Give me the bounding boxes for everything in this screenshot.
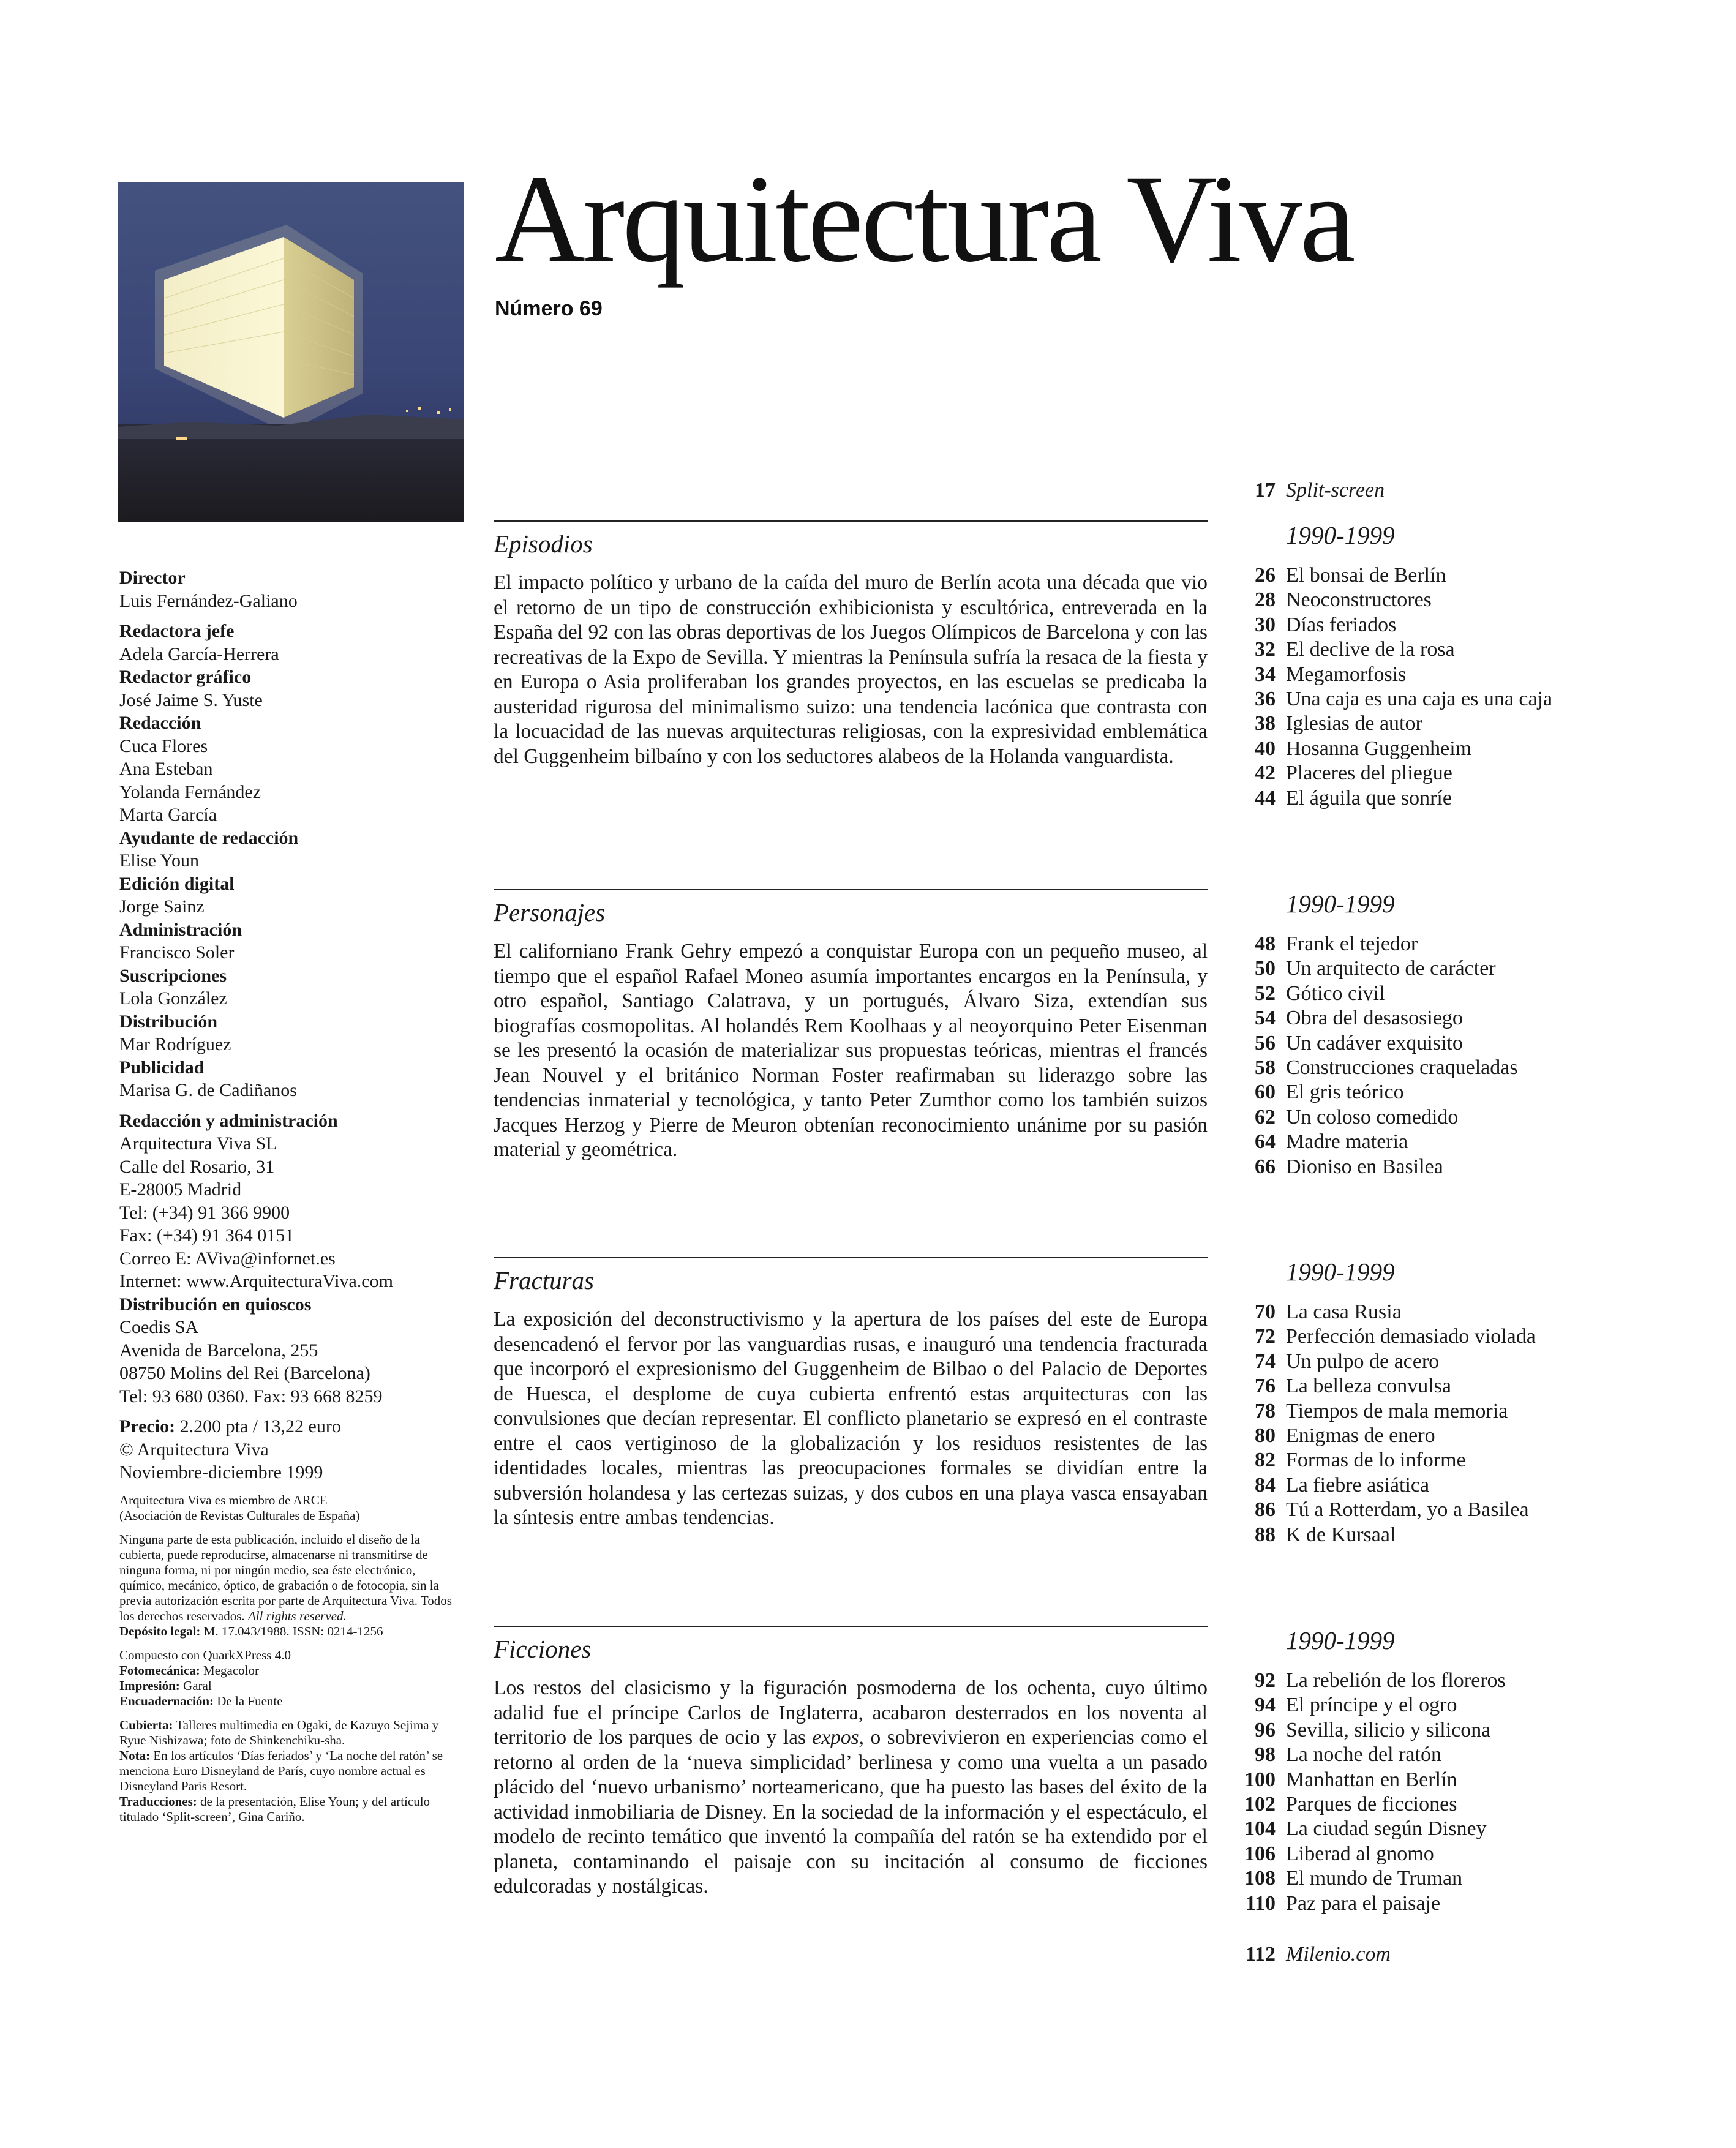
toc-entry[interactable] (1231, 1350, 1536, 1374)
page-number: 82 (1255, 1449, 1276, 1472)
legal-label: Depósito legal: (119, 1623, 201, 1639)
staff-entry-redactora-jefe (119, 620, 462, 666)
article-title: Un cadáver exquisito (1286, 1031, 1463, 1054)
article-title: Placeres del pliegue (1286, 762, 1452, 785)
phone-line: Tel: (+34) 91 366 9900 (119, 1202, 290, 1223)
toc-entry[interactable] (1231, 982, 1518, 1006)
article-title: La rebelión de los floreros (1286, 1669, 1506, 1692)
toc-entry[interactable] (1231, 1300, 1536, 1324)
office-address (119, 1110, 462, 1293)
toc-entry[interactable] (1231, 1866, 1506, 1891)
section-text (494, 1676, 1208, 1899)
page-number: 106 (1244, 1842, 1276, 1865)
cover-notes (119, 1718, 462, 1825)
toc-entry[interactable] (1231, 1693, 1506, 1718)
cover-photo (118, 182, 464, 522)
page-number: 86 (1255, 1498, 1276, 1522)
fax-line: Fax: (+34) 91 364 0151 (119, 1225, 295, 1245)
article-title: Una caja es una caja es una caja (1286, 688, 1553, 711)
staff-name: Mar Rodríguez (119, 1034, 231, 1054)
arce-note (119, 1493, 462, 1523)
article-title: Hosanna Guggenheim (1286, 737, 1472, 760)
email-line: Correo E: AViva@infornet.es (119, 1248, 336, 1269)
production-value: Garal (179, 1678, 212, 1693)
toc-decade: 1990-1999 (1286, 890, 1395, 918)
article-title: Iglesias de autor (1286, 712, 1422, 735)
toc-decade: 1990-1999 (1286, 521, 1395, 549)
toc-entry[interactable] (1231, 1424, 1536, 1448)
website-line: Internet: www.ArquitecturaViva.com (119, 1271, 393, 1291)
article-title: Sevilla, silicio y silicona (1286, 1718, 1491, 1741)
page-number: 74 (1255, 1350, 1276, 1373)
page-number: 62 (1255, 1105, 1276, 1128)
toc-list (1231, 563, 1552, 811)
staff-name: Cuca Flores (119, 735, 208, 756)
note-value: Talleres multimedia en Ogaki, de Kazuyo Sejima y Ryue Nishizawa; foto de Shinkenchiku-sha. (119, 1717, 439, 1748)
toc-entry[interactable] (1231, 761, 1552, 786)
toc-list (1231, 1669, 1506, 1916)
article-title: La casa Rusia (1286, 1301, 1402, 1323)
page-number: 17 (1255, 479, 1276, 501)
section-text-part: Los restos del clasicismo y la figuración posmoderna de los ochenta, cuyo último adalid fue el príncipe Carlos de Inglaterra, acabaron desterrados en los noventa al territorio de los parques de ocio y las (494, 1677, 1208, 1749)
article-title: La ciudad según Disney (1286, 1817, 1487, 1841)
staff-entry-publicidad (119, 1056, 462, 1102)
page-number: 26 (1255, 564, 1276, 587)
article-title: Un arquitecto de carácter (1286, 957, 1496, 980)
page-number: 64 (1255, 1130, 1276, 1154)
toc-entry[interactable] (1231, 1105, 1518, 1130)
staff-role: Administración (119, 919, 242, 940)
address-line: E-28005 Madrid (119, 1179, 242, 1200)
section-rule (494, 520, 1208, 522)
address-line: Coedis SA (119, 1317, 199, 1337)
article-title: Perfección demasiado violada (1286, 1325, 1536, 1348)
production-line (119, 1663, 462, 1678)
page-number: 38 (1255, 712, 1276, 735)
production-value: De la Fuente (214, 1693, 283, 1708)
toc-entry[interactable] (1231, 687, 1552, 712)
section-title: Fracturas (494, 1266, 594, 1294)
page-number: 44 (1255, 786, 1276, 809)
page-number: 34 (1255, 663, 1276, 686)
section-rule (494, 889, 1208, 890)
staff-entry-administracion (119, 918, 462, 964)
section-text-part: o sobrevivieron en experiencias como el retorno al orden de la ‘nueva simplicidad’ berlinesa y como una vuelta a un pasado plácido del ‘nuevo urbanismo’ norteamericano, que ha puesto las bases del éxito de la actividad inmobiliaria de Disney. En la sociedad de la información y el espectáculo, el modelo de recinto temático que inventó la compañía del ratón se ha extendido por el planeta, contaminando el paisaje con su incitación al consumo de ficciones edulcoradas y nostálgicas. (494, 1726, 1208, 1898)
staff-name: Ana Esteban (119, 759, 213, 779)
page-number: 48 (1255, 933, 1276, 955)
kiosk-role: Distribución en quioscos (119, 1294, 312, 1315)
production-label: Encuadernación: (119, 1693, 214, 1708)
section-episodios (494, 520, 1208, 839)
page-number: 70 (1255, 1301, 1276, 1323)
section-text: La exposición del deconstructivismo y la apertura de los países del este de Europa desencadenó el fervor por las vanguardias rusas, e inauguró una tendencia fracturada que incorporó el expresionismo del Guggenheim de Bilbao o del Palacio de Deportes de Huesca, el desplome de cuya cubierta enfrentó estas arquitecturas con las convulsiones que decían representar. El conflicto planetario se expresó en el contraste entre el caos vertiginoso de la globalización y los residuos resistentes de las identidades locales, mientras las preocupaciones formales se dividían entre la subversión holandesa y las certezas suizas, y dos cubos en una playa vasca ensayaban la síntesis entre ambas tendencias. (494, 1308, 1208, 1529)
article-title: Gótico civil (1286, 982, 1385, 1005)
toc-list (1231, 1300, 1536, 1547)
toc-entry[interactable] (1231, 786, 1552, 811)
toc-entry[interactable] (1231, 1792, 1506, 1817)
section-personajes (494, 889, 1208, 1207)
section-text: El californiano Frank Gehry empezó a conquistar Europa con un pequeño museo, al tiempo que el español Rafael Moneo asumía importantes encargos en la Península, y otro español, Santiago Calatrava, y un portugués, Álvaro Siza, extendían sus biografías cosmopolitas. Al holandés Rem Koolhaas y al neoyorquino Peter Eisenman se les presentó la ocasión de materializar sus propuestas teóricas, mientras el francés Jean Nouvel y el británico Norman Foster reafirmaban su liderazgo sobre las tendencias inmaterial y tecnológica, y tanto Peter Zumthor como los también suizos Jacques Herzog y Pierre de Meuron obtenían reconocimiento unánime por su pasión material y geométrica. (494, 940, 1208, 1161)
staff-name: Elise Youn (119, 851, 200, 871)
toc-outro-entry[interactable] (1231, 1942, 1391, 1967)
section-fracturas (494, 1257, 1208, 1575)
page-number: 36 (1255, 688, 1276, 711)
toc-entry[interactable] (1231, 613, 1552, 637)
page-number: 88 (1255, 1523, 1276, 1546)
staff-entry-director (119, 566, 462, 612)
note-label: Cubierta: (119, 1717, 173, 1732)
staff-role: Suscripciones (119, 965, 227, 986)
toc-entry[interactable] (1231, 1031, 1518, 1056)
staff-name: Adela García-Herrera (119, 644, 279, 664)
price-block (119, 1415, 462, 1484)
staff-entry-suscripciones (119, 964, 462, 1010)
address-line: 08750 Molins del Rei (Barcelona) (119, 1363, 370, 1383)
page-number: 60 (1255, 1081, 1276, 1104)
article-title: Liberad al gnomo (1286, 1842, 1434, 1865)
page-number: 54 (1255, 1007, 1276, 1030)
section-text-italic: expos, (812, 1726, 865, 1749)
date-line: Noviembre-diciembre 1999 (119, 1462, 323, 1482)
toc-entry[interactable] (1231, 1743, 1506, 1767)
page-number: 28 (1255, 588, 1276, 612)
staff-name: Luis Fernández-Galiano (119, 590, 298, 611)
article-title: La belleza convulsa (1286, 1375, 1451, 1398)
toc-entry[interactable] (1231, 1669, 1506, 1693)
section-title: Episodios (494, 530, 593, 558)
issue-number: Número 69 (495, 297, 603, 320)
section-title: Ficciones (494, 1635, 592, 1663)
rights-text: Ninguna parte de esta publicación, incluido el diseño de la cubierta, puede reproducirse, almacenarse ni transmitirse de ninguna forma, ni por ningún medio, sea éste electrónico, químico, mecánico, óptico, de grabación o de fotocopia, sin la previa autorización escrita por parte de Arquitectura Viva. Todos los derechos reservados. (119, 1531, 452, 1623)
toc-entry[interactable] (1231, 1399, 1536, 1424)
page-number: 66 (1255, 1155, 1276, 1178)
staff-entry-redactor-grafico (119, 666, 462, 712)
toc-entry[interactable] (1231, 1374, 1536, 1399)
production-note (119, 1648, 462, 1709)
article-title: El príncipe y el ogro (1286, 1694, 1457, 1717)
copyright-line: © Arquitectura Viva (119, 1439, 269, 1460)
toc-entry[interactable] (1231, 663, 1552, 687)
article-title: Formas de lo informe (1286, 1449, 1466, 1472)
staff-role: Redacción (119, 713, 201, 733)
arce-line: (Asociación de Revistas Culturales de España) (119, 1508, 360, 1523)
staff-name: Yolanda Fernández (119, 781, 261, 802)
page-number: 84 (1255, 1473, 1276, 1496)
production-label: Impresión: (119, 1678, 180, 1693)
staff-list (119, 566, 462, 1102)
price-line (119, 1415, 462, 1438)
staff-role: Ayudante de redacción (119, 827, 299, 848)
toc-entry[interactable] (1231, 1523, 1536, 1547)
article-title: Parques de ficciones (1286, 1793, 1457, 1816)
article-title: Un coloso comedido (1286, 1105, 1459, 1128)
page-number: 76 (1255, 1375, 1276, 1398)
staff-name: Jorge Sainz (119, 896, 205, 917)
address-line: Arquitectura Viva SL (119, 1133, 277, 1154)
legal-value: M. 17.043/1988. ISSN: 0214-1256 (200, 1623, 383, 1639)
section-ficciones (494, 1626, 1208, 1944)
page-number: 92 (1255, 1669, 1276, 1692)
toc-entry[interactable] (1231, 1006, 1518, 1031)
note-line (119, 1748, 462, 1794)
toc-entry[interactable] (1231, 932, 1518, 956)
article-title: Construcciones craqueladas (1286, 1056, 1518, 1080)
phone-line: Tel: 93 680 0360. Fax: 93 668 8259 (119, 1386, 383, 1406)
toc-decade: 1990-1999 (1286, 1626, 1395, 1654)
page-number: 104 (1244, 1817, 1276, 1841)
toc-entry[interactable] (1231, 1891, 1506, 1916)
article-title: El águila que sonríe (1286, 786, 1452, 809)
note-line (119, 1794, 462, 1825)
rights-italic: All rights reserved. (247, 1608, 347, 1623)
toc-entry[interactable] (1231, 737, 1552, 761)
toc-entry[interactable] (1231, 1080, 1518, 1105)
toc-entry[interactable] (1231, 1448, 1536, 1473)
staff-name: José Jaime S. Yuste (119, 689, 263, 710)
toc-intro-entry[interactable] (1231, 478, 1385, 503)
section-rule (494, 1257, 1208, 1258)
article-title: K de Kursaal (1286, 1523, 1396, 1546)
page-number: 78 (1255, 1399, 1276, 1422)
address-line: Calle del Rosario, 31 (119, 1156, 275, 1177)
staff-role: Director (119, 568, 186, 588)
page-number: 56 (1255, 1031, 1276, 1054)
note-value: de la presentación, Elise Youn; y del artículo titulado ‘Split-screen’, Gina Cariño. (119, 1793, 430, 1824)
toc-entry[interactable] (1231, 1473, 1536, 1498)
page-number: 72 (1255, 1325, 1276, 1348)
staff-entry-ayudante (119, 827, 462, 873)
address-line: Avenida de Barcelona, 255 (119, 1340, 318, 1361)
staff-name: Marisa G. de Cadiñanos (119, 1080, 297, 1100)
credits-column (119, 566, 462, 1825)
page-number: 32 (1255, 638, 1276, 661)
arce-line: Arquitectura Viva es miembro de ARCE (119, 1492, 328, 1508)
price-value: 2.200 pta / 13,22 euro (175, 1416, 341, 1436)
article-title: Tiempos de mala memoria (1286, 1399, 1508, 1422)
page-number: 50 (1255, 957, 1276, 980)
toc-entry[interactable] (1231, 563, 1552, 588)
article-title: Dioniso en Basilea (1286, 1155, 1443, 1178)
article-title: El declive de la rosa (1286, 638, 1455, 661)
page-number: 98 (1255, 1743, 1276, 1767)
article-title: Split-screen (1286, 479, 1385, 501)
office-role: Redacción y administración (119, 1110, 338, 1131)
toc-decade: 1990-1999 (1286, 1258, 1395, 1286)
note-line (119, 1718, 462, 1748)
staff-role: Redactora jefe (119, 621, 235, 641)
article-title: La noche del ratón (1286, 1743, 1441, 1767)
toc-entry[interactable] (1231, 1056, 1518, 1080)
page-number: 52 (1255, 982, 1276, 1005)
toc-list (1231, 932, 1518, 1179)
price-label: Precio: (119, 1416, 176, 1436)
staff-role: Distribución (119, 1011, 218, 1032)
staff-entry-distribucion (119, 1010, 462, 1056)
article-title: Madre materia (1286, 1130, 1408, 1154)
toc-entry[interactable] (1231, 1817, 1506, 1841)
page-number: 102 (1244, 1793, 1276, 1816)
composed-line: Compuesto con QuarkXPress 4.0 (119, 1647, 291, 1662)
page-number: 110 (1245, 1891, 1276, 1915)
page-number: 108 (1244, 1867, 1276, 1890)
production-line (119, 1694, 462, 1709)
article-title: Megamorfosis (1286, 663, 1407, 686)
article-title: El bonsai de Berlín (1286, 564, 1446, 587)
article-title: El mundo de Truman (1286, 1867, 1463, 1890)
toc-entry[interactable] (1231, 712, 1552, 736)
page-number: 58 (1255, 1056, 1276, 1080)
toc-entry[interactable] (1231, 1155, 1518, 1179)
staff-role: Publicidad (119, 1057, 205, 1078)
article-title: Neoconstructores (1286, 588, 1432, 612)
note-value: En los artículos ‘Días feriados’ y ‘La noche del ratón’ se menciona Euro Disneyland de París, cuyo nombre actual es Disneyland Paris Resort. (119, 1748, 443, 1793)
note-label: Nota: (119, 1748, 151, 1763)
staff-name: Marta García (119, 805, 217, 825)
article-title: Frank el tejedor (1286, 933, 1418, 955)
page-number: 30 (1255, 613, 1276, 636)
toc-entry[interactable] (1231, 1324, 1536, 1349)
section-title: Personajes (494, 898, 606, 926)
page-number: 80 (1255, 1424, 1276, 1448)
article-title: Obra del desasosiego (1286, 1007, 1463, 1030)
article-title: El gris teórico (1286, 1081, 1404, 1104)
production-label: Fotomecánica: (119, 1662, 200, 1678)
staff-entry-edicion-digital (119, 873, 462, 918)
toc-entry[interactable] (1231, 637, 1552, 662)
page-number: 40 (1255, 737, 1276, 760)
article-title: Tú a Rotterdam, yo a Basilea (1286, 1498, 1529, 1522)
cover-illustration (118, 182, 464, 522)
kiosk-distribution (119, 1293, 462, 1408)
toc-entry[interactable] (1231, 1130, 1518, 1154)
page-number: 42 (1255, 762, 1276, 785)
toc-entry[interactable] (1231, 956, 1518, 981)
staff-name: Lola González (119, 988, 227, 1008)
article-title: Un pulpo de acero (1286, 1350, 1440, 1373)
article-title: Paz para el paisaje (1286, 1891, 1441, 1915)
note-label: Traducciones: (119, 1793, 197, 1809)
staff-role: Redactor gráfico (119, 667, 252, 687)
toc-entry[interactable] (1231, 1768, 1506, 1792)
article-title: Enigmas de enero (1286, 1424, 1435, 1448)
magazine-title: Arquitectura Viva (495, 149, 1353, 288)
toc-entry[interactable] (1231, 1842, 1506, 1866)
section-text: El impacto político y urbano de la caída del muro de Berlín acota una década que vio el retorno de un tipo de construcción exhibicionista y escultórica, entreverada en la España del 92 con las obras deportivas de los Juegos Olímpicos de Barcelona y con las recreativas de la Expo de Sevilla. Y mientras la Península sufría la resaca de la fiesta y en Europa o Asia proliferaban los grandes proyectos, en las escuelas se predicaba la austeridad rigurosa del minimalismo suizo: una tendencia lacónica que contrasta con la locuacidad de las nuevas arquitecturas religiosas, con la expresividad emblemática del Guggenheim bilbaíno y con los seductores alabeos de la Holanda vanguardista. (494, 571, 1208, 768)
production-line (119, 1678, 462, 1694)
toc-entry[interactable] (1231, 1718, 1506, 1743)
page-number: 94 (1255, 1694, 1276, 1717)
page-number: 100 (1244, 1768, 1276, 1791)
toc-entry[interactable] (1231, 1498, 1536, 1522)
staff-entry-redaccion (119, 712, 462, 827)
production-value: Megacolor (200, 1662, 260, 1678)
toc-entry[interactable] (1231, 588, 1552, 612)
section-rule (494, 1626, 1208, 1627)
page-number: 96 (1255, 1718, 1276, 1741)
article-title: La fiebre asiática (1286, 1473, 1430, 1496)
staff-role: Edición digital (119, 873, 235, 894)
article-title: Días feriados (1286, 613, 1397, 636)
article-title: Milenio.com (1286, 1943, 1391, 1966)
article-title: Manhattan en Berlín (1286, 1768, 1457, 1791)
staff-name: Francisco Soler (119, 942, 235, 963)
page-number: 112 (1245, 1943, 1276, 1966)
rights-note (119, 1532, 462, 1639)
